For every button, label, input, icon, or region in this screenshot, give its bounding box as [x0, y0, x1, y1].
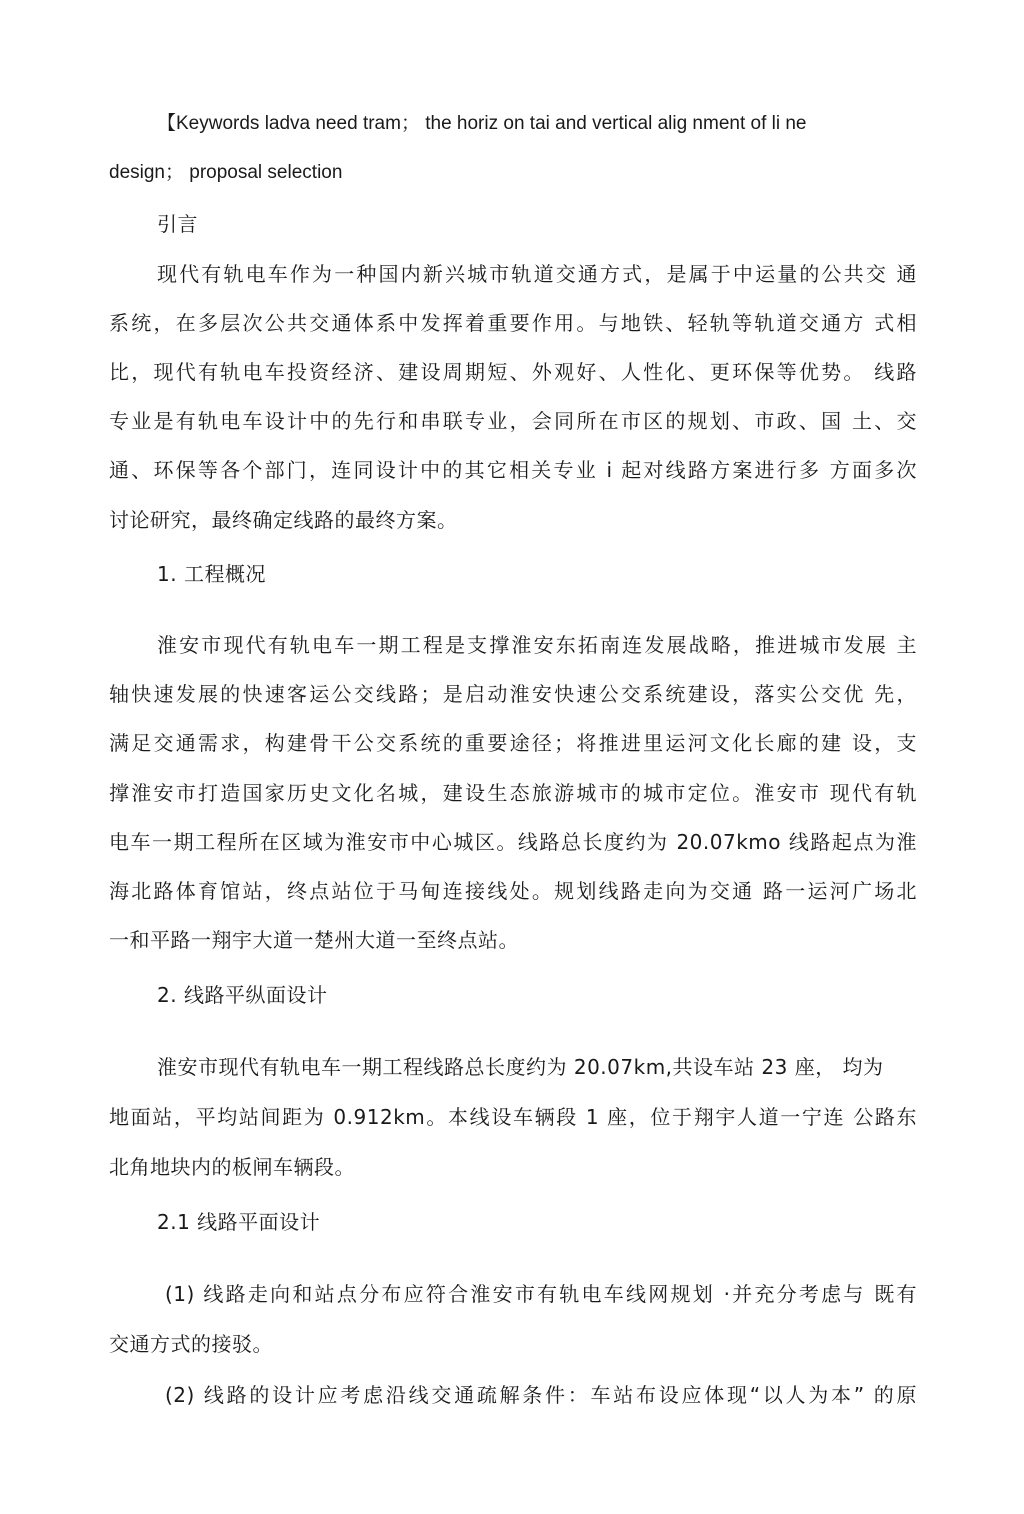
keywords-line-2: design； proposal selection	[109, 162, 343, 183]
intro-line-2: 系统，在多层次公共交通体系中发挥着重要作用。与地铁、轻轨等轨道交通方 式相	[109, 311, 917, 335]
section21-item2-line-1: (2) 线路的设计应考虑沿线交通疏解条件：车站布设应体现“以人为本” 的原	[165, 1383, 917, 1407]
intro-line-5: 通、环保等各个部门，连同设计中的其它相关专业 i 起对线路方案进行多 方面多次	[109, 458, 917, 482]
section1-heading: 1. 工程概况	[157, 562, 266, 586]
keywords-line-1: 【Keywords ladva need tram； the horiz on tai and vertical alig nment of li ne	[157, 113, 807, 134]
intro-line-3: 比，现代有轨电车投资经济、建设周期短、外观好、人性化、更环保等优势。 线路	[109, 360, 917, 384]
intro-heading: 引言	[157, 212, 198, 236]
intro-line-4: 专业是有轨电车设计中的先行和串联专业，会同所在市区的规划、市政、国 土、交	[109, 409, 917, 433]
section1-line-1: 淮安市现代有轨电车一期工程是支撑淮安东拓南连发展战略，推进城市发展 主	[157, 633, 917, 657]
section2-line-2: 地面站，平均站间距为 0.912km。本线设车辆段 1 座，位于翔宇人道一宁连 公路东	[109, 1105, 917, 1129]
section1-line-2: 轴快速发展的快速客运公交线路；是启动淮安快速公交系统建设，落实公交优 先，	[109, 682, 917, 706]
section1-line-7: 一和平路一翔宇大道一楚州大道一至终点站。	[109, 928, 519, 952]
intro-line-6: 讨论研究，最终确定线路的最终方案。	[109, 508, 458, 532]
intro-line-1: 现代有轨电车作为一种国内新兴城市轨道交通方式，是属于中运量的公共交 通	[157, 262, 917, 286]
section1-line-3: 满足交通需求，构建骨干公交系统的重要途径；将推进里运河文化长廊的建 设，支	[109, 731, 917, 755]
section2-heading: 2. 线路平纵面设计	[157, 983, 328, 1007]
section1-line-6: 海北路体育馆站，终点站位于马甸连接线处。规划线路走向为交通 路一运河广场北	[109, 879, 917, 903]
section2-line-3: 北角地块内的板闸车辆段。	[109, 1155, 355, 1179]
section2-line-1: 淮安市现代有轨电车一期工程线路总长度约为 20.07km,共设车站 23 座， 均为	[157, 1055, 884, 1079]
section1-line-4: 撑淮安市打造国家历史文化名城，建设生态旅游城市的城市定位。淮安市 现代有轨	[109, 781, 917, 805]
section21-heading: 2.1 线路平面设计	[157, 1210, 321, 1234]
section21-item1-line-1: (1) 线路走向和站点分布应符合淮安市有轨电车线网规划 ·并充分考虑与 既有	[165, 1282, 917, 1306]
section1-line-5: 电车一期工程所在区域为淮安市中心城区。线路总长度约为 20.07kmo 线路起点为淮	[109, 830, 917, 854]
section21-item1-line-2: 交通方式的接驳。	[109, 1332, 273, 1356]
